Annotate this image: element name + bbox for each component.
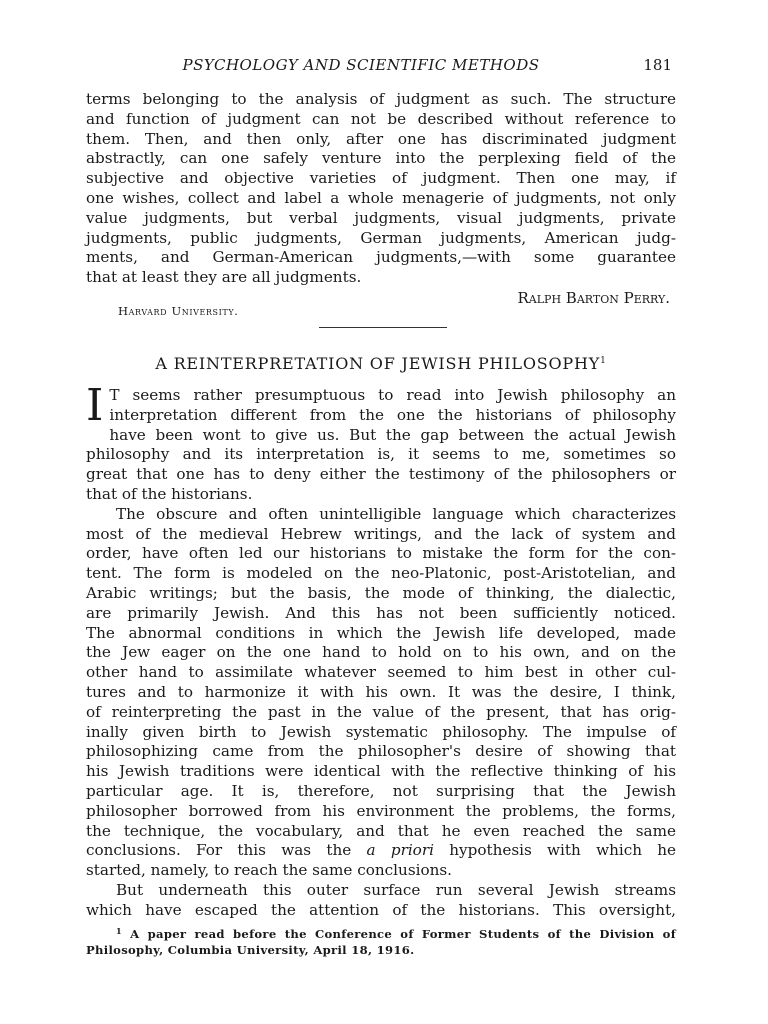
text-line: most of the medieval Hebrew writings, and the lack of system and	[86, 524, 676, 543]
drop-cap: I	[86, 379, 104, 431]
prev-article-paragraph	[86, 90, 676, 288]
footnote-marker: 1	[116, 926, 122, 937]
text-line: great that one has to deny either the testimony of the philosophers or	[86, 465, 676, 484]
text-line: ments, and German-American judgments,—with some guarantee	[86, 248, 676, 267]
text-line: are primarily Jewish. And this has not been sufficiently noticed.	[86, 603, 676, 622]
text-line: particular age. It is, therefore, not surprising that the Jewish	[86, 781, 676, 800]
author-affiliation: Harvard University.	[118, 303, 239, 318]
paragraph-1	[86, 379, 676, 505]
text-line: judgments, public judgments, German judgments, American judg-	[86, 228, 676, 247]
text-line: started, namely, to reach the same conclusions.	[86, 861, 453, 880]
text-line: that of the historians.	[86, 484, 253, 503]
text-line: the Jew eager on the one hand to hold on to his own, and on the	[86, 643, 676, 662]
footnote-line: Philosophy, Columbia University, April 18, 1916.	[86, 943, 415, 958]
footnote-line	[86, 923, 676, 942]
text-line: tent. The form is modeled on the neo-Platonic, post-Aristotelian, and	[86, 564, 676, 583]
article-title-text: A REINTERPRETATION OF JEWISH PHILOSOPHY	[155, 353, 601, 373]
footnote	[86, 923, 676, 958]
text-line: have been wont to give us. But the gap between the actual Jewish	[109, 425, 676, 444]
text-line: and function of judgment can not be described without reference to	[86, 109, 676, 128]
italic-phrase: a priori	[366, 841, 434, 860]
text-run: conclusions. For this was the	[86, 841, 352, 860]
text-line	[86, 841, 676, 861]
text-line: which have escaped the attention of the historians. This oversight,	[86, 900, 676, 919]
paragraph-3	[86, 881, 676, 921]
text-line: But underneath this outer surface run several Jewish streams	[116, 880, 676, 899]
text-line: The obscure and often unintelligible language which characterizes	[116, 504, 676, 523]
text-line: the technique, the vocabulary, and that he even reached the same	[86, 821, 676, 840]
running-header	[86, 56, 676, 78]
text-line: his Jewish traditions were identical with the reflective thinking of his	[86, 762, 676, 781]
text-line: inally given birth to Jewish systematic philosophy. The impulse of	[86, 722, 676, 741]
text-line: one wishes, collect and label a whole menagerie of judgments, not only	[86, 188, 676, 207]
text-line: T seems rather presumptuous to read into Jewish philosophy an	[109, 385, 676, 404]
section-divider	[319, 327, 447, 328]
text-line: of reinterpreting the past in the value of the present, that has orig-	[86, 702, 676, 721]
text-line: interpretation different from the one the historians of philosophy	[109, 405, 676, 424]
footnote-text: A paper read before the Conference of Former Students of the Division of	[130, 927, 677, 942]
paragraph-2	[86, 505, 676, 881]
text-line: other hand to assimilate whatever seemed to him best in other cul-	[86, 663, 676, 682]
footnote-reference: 1	[600, 355, 607, 366]
running-title: PSYCHOLOGY AND SCIENTIFIC METHODS	[182, 56, 540, 74]
author-signature: Ralph Barton Perry.	[517, 288, 670, 307]
text-line: philosopher borrowed from his environment the problems, the forms,	[86, 801, 676, 820]
text-line: Arabic writings; but the basis, the mode of thinking, the dialectic,	[86, 583, 676, 602]
text-line: that at least they are all judgments.	[86, 268, 362, 287]
text-line: philosophizing came from the philosopher's desire of showing that	[86, 742, 676, 761]
text-line: value judgments, but verbal judgments, visual judgments, private	[86, 208, 676, 227]
text-line: subjective and objective varieties of judgment. Then one may, if	[86, 169, 676, 188]
text-line: abstractly, can one safely venture into the perplexing field of the	[86, 149, 676, 168]
page	[86, 56, 676, 958]
text-run: hypothesis with which he	[449, 841, 677, 860]
text-line: them. Then, and then only, after one has discriminated judgment	[86, 129, 676, 148]
text-line: tures and to harmonize it with his own. It was the desire, I think,	[86, 682, 676, 701]
text-line: philosophy and its interpretation is, it seems to me, sometimes so	[86, 445, 676, 464]
text-line: terms belonging to the analysis of judgment as such. The structure	[86, 90, 676, 108]
page-number: 181	[643, 56, 672, 74]
article-title	[86, 354, 676, 373]
text-line: order, have often led our historians to mistake the form for the con-	[86, 544, 676, 563]
text-line: The abnormal conditions in which the Jewish life developed, made	[86, 623, 676, 642]
